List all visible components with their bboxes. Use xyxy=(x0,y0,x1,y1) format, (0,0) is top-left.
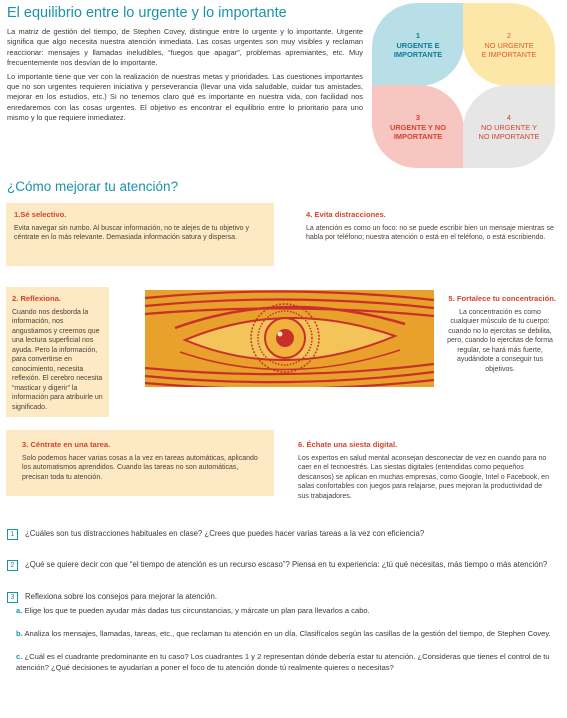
question-number: 2 xyxy=(7,560,18,571)
subquestion-b xyxy=(16,629,551,640)
tip-title: 4. Evita distracciones. xyxy=(306,210,386,219)
quadrant-label: IMPORTANTE xyxy=(393,131,443,141)
tip-body: Solo podemos hacer varias cosas a la vez en tareas automáticas, aplicando los automatismos aprendidos. Cuando las tareas no son automáticas, precisan toda tu atención. xyxy=(22,454,258,481)
intro-paragraph: La matriz de gestión del tiempo, de Stephen Covey, distingue entre lo urgente y lo importante. Urgente significa que algo necesita nuestra atención inmediata. Las cosas urgentes son muy visibles y reclaman reaccionar: mensajes y llamadas ineludibles, “fuegos que apagar”, problemas apremiantes, etc. Muy frecuentemente nos desvían de lo importante. xyxy=(7,27,363,68)
tip-body: Evita navegar sin rumbo. Al buscar información, no te alejes de tu objetivo y céntrate en lo más relevante. Demasiada información satura y dispersa. xyxy=(14,224,250,241)
quadrant-number: 4 xyxy=(506,112,512,122)
subquestion-letter: b. xyxy=(16,629,23,638)
question-text: ¿Cuáles son tus distracciones habituales en clase? ¿Crees que puedes hacer varias tareas a la vez con eficiencia? xyxy=(25,529,425,538)
subquestion-letter: a. xyxy=(16,606,23,615)
tip-body: La concentración es como cualquier músculo de tu cuerpo: cuando no lo ejercitas se debilita, pero, cuando lo ejercitas de forma regular, se hará más fuerte, ayudándote a conseguir tus objetivos. xyxy=(447,308,553,373)
subquestion-letter: c. xyxy=(16,652,23,661)
tip-title: 1.Sé selectivo. xyxy=(14,210,67,219)
quadrant-3 xyxy=(372,85,464,168)
quadrant-number: 1 xyxy=(415,30,421,40)
tip-card-5 xyxy=(438,287,562,417)
quadrant-number: 2 xyxy=(506,30,512,40)
quadrant-label: E IMPORTANTE xyxy=(481,49,537,59)
intro-paragraph: Lo importante tiene que ver con la realización de nuestras metas y prioridades. Las cuestiones importantes que no son urgentes requieren iniciativa y perseverancia (llevar una vida saludable, cuidar tus amistades, mejorar en los estudios, etc.) Si no tenemos claro qué es importante en nuestra vida, con facilidad nos enredaremos con las cosas urgentes. El objetivo es encontrar el equilibrio entre lo prioritario para uno mismo y lo que requiere inmediatez. xyxy=(7,71,363,123)
quadrant-label: NO URGENTE xyxy=(484,40,534,50)
section-title: ¿Cómo mejorar tu atención? xyxy=(7,179,179,194)
quadrant-1 xyxy=(372,3,464,86)
tip-title: 5. Fortalece tu concentración. xyxy=(448,294,556,303)
quadrant-label: NO URGENTE Y xyxy=(480,122,538,132)
subquestion-text: ¿Cuál es el cuadrante predominante en tu caso? Los cuadrantes 1 y 2 representan dónde debería estar tu atención. ¿Consideras que tienes el control de tu atención? ¿Qué decisiones te ayudarían a poner el foco de tu atención donde tú realmente quieres o necesitas? xyxy=(16,652,550,672)
question-text: ¿Qué se quiere decir con que “el tiempo de atención es un recurso escaso”? Piensa en tu experiencia: ¿tú qué necesitas, más tiempo o más atención? xyxy=(25,560,548,569)
quadrant-number: 3 xyxy=(415,112,421,122)
intro-text xyxy=(7,27,363,127)
quadrant-label: IMPORTANTE xyxy=(393,49,443,59)
subquestion-a xyxy=(16,606,551,617)
question-number: 3 xyxy=(7,592,18,603)
quadrant-label: URGENTE E xyxy=(396,40,440,50)
tip-card-3 xyxy=(6,430,274,496)
subquestion-c xyxy=(16,652,551,673)
question-text: Reflexiona sobre los consejos para mejorar la atención. xyxy=(25,592,217,601)
question-3 xyxy=(7,592,565,603)
tip-title: 6. Échate una siesta digital. xyxy=(298,440,398,449)
time-management-matrix xyxy=(372,3,555,168)
tip-card-4 xyxy=(298,203,562,266)
question-1 xyxy=(7,529,565,540)
question-number: 1 xyxy=(7,529,18,540)
tip-title: 3. Céntrate en una tarea. xyxy=(22,440,111,449)
tip-card-6 xyxy=(290,430,562,520)
tip-body: La atención es como un foco: no se puede escribir bien un mensaje mientras se habla por teléfono; nuestra atención o está en el teléfono, o está escribiendo. xyxy=(306,224,554,241)
quadrant-label: URGENTE Y NO xyxy=(390,122,446,132)
page-title: El equilibrio entre lo urgente y lo importante xyxy=(7,5,287,21)
tip-body: Los expertos en salud mental aconsejan desconectar de vez en cuando para no caer en el tecnoestrés. Las siestas digitales (entendidas como pequeños descansos) se aplican en muchas empresas, como Google, Intel o Facebook, en salas confortables con juegos para relajarse, pues mejoran la productividad de sus trabajadores. xyxy=(298,454,549,500)
subquestion-text: Elige los que te pueden ayudar más dadas tus circunstancias, y márcate un plan para llevarlos a cabo. xyxy=(24,606,370,615)
quadrant-4 xyxy=(463,85,555,168)
quadrant-2 xyxy=(463,3,555,86)
eye-illustration xyxy=(145,290,434,387)
question-2 xyxy=(7,560,565,571)
quadrant-label: NO IMPORTANTE xyxy=(478,131,540,141)
tip-body: Cuando nos desborda la información, nos angustiamos y creemos que una lectura superficial nos ayuda. Pero la información, para convertirse en conocimiento, necesita reflexión. El cerebro necesita “masticar y digerir” la información para atribuirle un significado. xyxy=(12,308,103,411)
subquestion-text: Analiza los mensajes, llamadas, tareas, etc., que reclaman tu atención en un día. Clasifícalos según las casillas de la gestión del tiempo, de Stephen Covey. xyxy=(24,629,551,638)
tip-card-2 xyxy=(6,287,109,417)
tip-card-1 xyxy=(6,203,274,266)
tip-title: 2. Reflexiona. xyxy=(12,294,61,303)
